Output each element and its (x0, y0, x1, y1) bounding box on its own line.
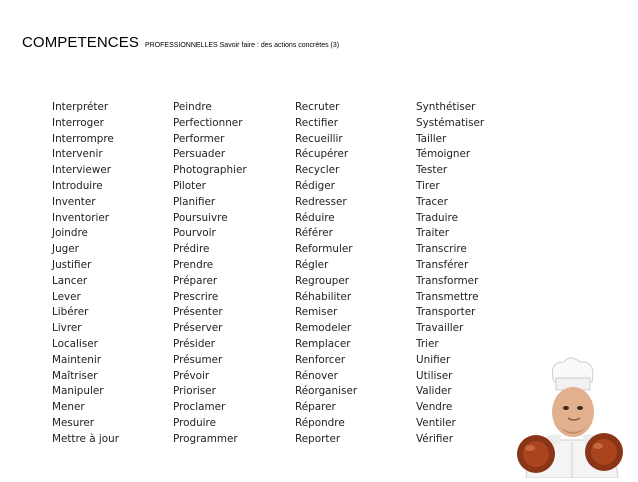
verb-item: Vérifier (416, 432, 454, 445)
verb-item: Produire (173, 416, 216, 429)
verb-item: Préparer (173, 274, 218, 287)
verb-item: Recueillir (295, 132, 343, 145)
verb-item: Témoigner (416, 148, 471, 161)
verb-item: Programmer (173, 432, 238, 445)
verb-item: Juger (52, 243, 79, 256)
verb-item: Tirer (416, 179, 440, 192)
verb-item: Traiter (416, 227, 450, 240)
verb-item: Remodeler (295, 322, 352, 335)
verb-item: Reformuler (295, 243, 353, 256)
verb-item: Piloter (173, 179, 206, 192)
verb-item: Regrouper (295, 274, 349, 287)
chef-holding-pots-icon (508, 356, 636, 478)
verb-item: Préserver (173, 322, 223, 335)
verb-item: Prédire (173, 243, 210, 256)
verb-item: Réparer (295, 401, 336, 414)
verb-item: Maîtriser (52, 369, 98, 382)
verb-item: Ventiler (416, 416, 456, 429)
verb-item: Peindre (173, 101, 212, 113)
verb-item: Prioriser (173, 385, 216, 398)
verb-item: Libérer (52, 306, 89, 319)
verb-item: Joindre (52, 227, 88, 240)
verb-item: Interrompre (52, 132, 114, 145)
verb-item: Interroger (52, 116, 104, 129)
verb-item: Systématiser (416, 116, 485, 129)
verb-item: Synthétiser (416, 101, 476, 113)
verb-item: Présider (173, 337, 216, 350)
verb-item: Maintenir (52, 353, 102, 366)
verb-item: Proclamer (173, 401, 226, 414)
verb-item: Travailler (416, 322, 464, 335)
verb-column-4 (416, 100, 484, 448)
title-main: COMPETENCES (22, 34, 139, 51)
verb-item: Intervenir (52, 148, 103, 161)
verb-item: Mener (52, 401, 85, 414)
verb-column-1 (52, 100, 119, 448)
verb-column-3 (295, 100, 357, 448)
verb-item: Transcrire (416, 243, 467, 256)
verb-item: Photographier (173, 164, 247, 177)
verb-item: Prescrire (173, 290, 219, 303)
verb-item: Tester (416, 164, 448, 177)
verb-item: Traduire (416, 211, 458, 224)
verb-item: Planifier (173, 195, 216, 208)
verb-item: Rédiger (295, 179, 335, 192)
verb-item: Pourvoir (173, 227, 216, 240)
verb-item: Performer (173, 132, 225, 145)
verb-item: Répondre (295, 416, 345, 429)
verb-item: Réhabiliter (295, 290, 352, 303)
verb-item: Lever (52, 290, 81, 303)
verb-item: Tailler (416, 132, 447, 145)
verb-item: Valider (416, 385, 452, 398)
verb-item: Poursuivre (173, 211, 228, 224)
verb-item: Interpréter (52, 101, 109, 113)
verb-item: Transporter (416, 306, 476, 319)
verb-item: Utiliser (416, 369, 453, 382)
verb-item: Lancer (52, 274, 88, 287)
verb-item: Présenter (173, 306, 223, 319)
verb-item: Redresser (295, 195, 347, 208)
title-subtitle: PROFESSIONNELLES Savoir faire : des actions concrètes (3) (144, 42, 340, 49)
verb-item: Remiser (295, 306, 338, 319)
verb-item: Recruter (295, 101, 340, 113)
verb-item: Perfectionner (173, 116, 243, 129)
verb-item: Reporter (295, 432, 341, 445)
page-title (22, 34, 339, 52)
verb-item: Recycler (295, 164, 340, 177)
verb-item: Transformer (416, 274, 479, 287)
verb-item: Récupérer (295, 148, 349, 161)
verb-item: Inventorier (52, 211, 110, 224)
verb-item: Trier (416, 337, 439, 350)
verb-item: Livrer (52, 322, 82, 335)
verb-item: Régler (295, 258, 329, 271)
verb-item: Prendre (173, 258, 214, 271)
verb-item: Interviewer (52, 164, 111, 177)
verb-item: Présumer (173, 353, 223, 366)
verb-item: Référer (295, 227, 333, 240)
verb-column-2 (173, 100, 247, 448)
verb-item: Manipuler (52, 385, 104, 398)
verb-item: Mettre à jour (52, 432, 120, 445)
verb-item: Renforcer (295, 353, 346, 366)
verb-item: Localiser (52, 337, 98, 350)
verb-item: Prévoir (173, 369, 210, 382)
verb-item: Introduire (52, 179, 103, 192)
verb-item: Remplacer (295, 337, 351, 350)
verb-item: Inventer (52, 195, 96, 208)
verb-item: Justifier (52, 258, 92, 271)
verb-item: Vendre (416, 401, 453, 414)
verb-item: Unifier (416, 353, 451, 366)
verb-item: Transmettre (416, 290, 479, 303)
verb-item: Persuader (173, 148, 226, 161)
verb-item: Rectifier (295, 116, 339, 129)
verb-item: Mesurer (52, 416, 95, 429)
verb-item: Réduire (295, 211, 335, 224)
verb-item: Rénover (295, 369, 338, 382)
verb-item: Transférer (416, 258, 469, 271)
verb-item: Réorganiser (295, 385, 358, 398)
verb-item: Tracer (416, 195, 448, 208)
